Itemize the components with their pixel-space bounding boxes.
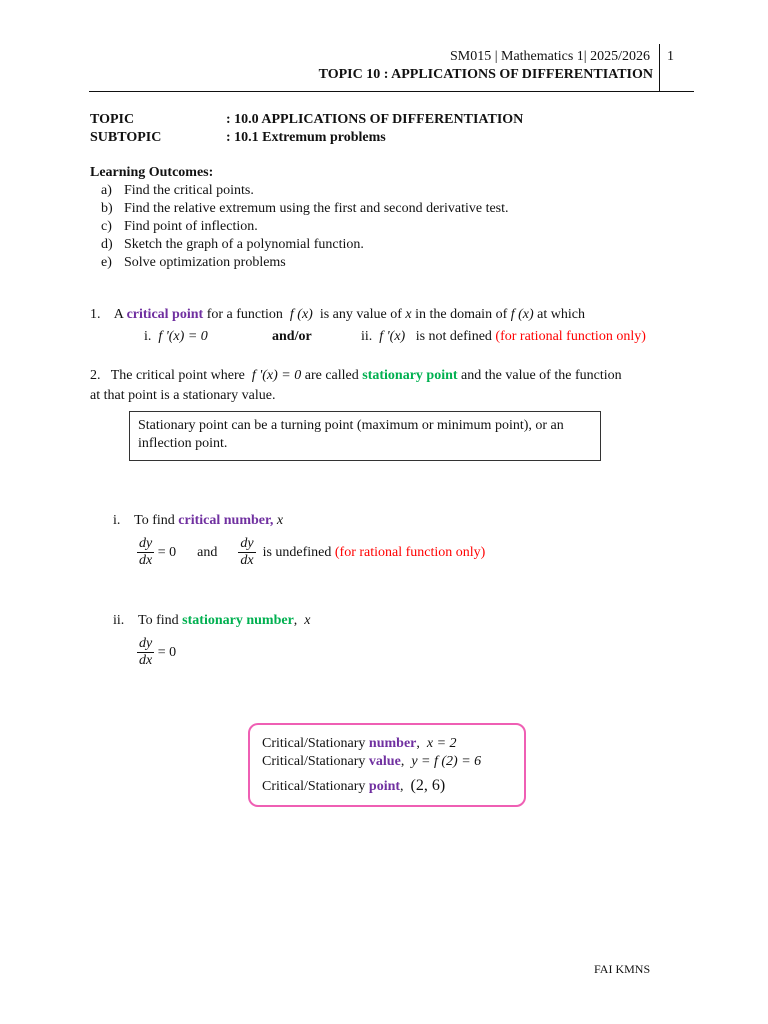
- topic-label: TOPIC: [90, 112, 135, 127]
- stationary-number-term: stationary number: [182, 613, 294, 628]
- dy-dx-fraction: $\frac{dy}{dx}$: [240, 536, 254, 569]
- subtopic-value: : 10.1 Extremum problems: [226, 130, 386, 145]
- subtopic-label: SUBTOPIC: [90, 130, 162, 145]
- course-code: SM015 | Mathematics 1| 2025/2026: [449, 49, 650, 64]
- outcome-item: a) Find the critical points.: [101, 183, 254, 198]
- point-2-definition: 2. The critical point where f '(x) = 0 are called stationary point and the value of the function: [90, 368, 622, 383]
- critical-condition: $\frac{dy}{dx}$ = 0 and $\frac{dy}{dx}$ is undefined (for rational function only): [139, 536, 486, 569]
- example-point-row: Critical/Stationary point, (2, 6): [262, 777, 446, 794]
- rational-note: (for rational function only): [334, 544, 486, 560]
- outcome-item: c) Find point of inflection.: [101, 219, 258, 234]
- topic-header: TOPIC 10 : APPLICATIONS OF DIFFERENTIATION: [318, 67, 653, 82]
- footer-author: FAI KMNS: [594, 962, 651, 976]
- page-number: 1: [667, 49, 674, 64]
- outcome-item: b) Find the relative extremum using the first and second derivative test.: [101, 201, 509, 216]
- dy-dx-fraction: $\frac{dy}{dx}$: [139, 536, 153, 569]
- topic-value: : 10.0 APPLICATIONS OF DIFFERENTIATION: [226, 112, 524, 127]
- header-divider-horizontal: [89, 91, 694, 92]
- point-2-continuation: at that point is a stationary value.: [90, 388, 276, 403]
- and-or-text: and/or: [272, 329, 312, 344]
- outcome-item: d) Sketch the graph of a polynomial function.: [101, 237, 364, 252]
- dy-dx-fraction: $\frac{dy}{dx}$: [139, 636, 153, 669]
- rational-note: (for rational function only): [495, 329, 646, 344]
- stationary-note-text: Stationary point can be a turning point (maximum or minimum point), or an inflection point.: [138, 418, 564, 452]
- example-value-row: Critical/Stationary value, y = f (2) = 6: [262, 754, 482, 769]
- point-1-condition-ii: ii. f '(x) is not defined (for rational function only): [361, 329, 646, 344]
- example-number-row: Critical/Stationary number, x = 2: [262, 736, 457, 751]
- point-1-condition-i: i. f '(x) = 0: [144, 329, 208, 344]
- stationary-condition: $\frac{dy}{dx}$ = 0: [139, 636, 177, 669]
- find-critical-heading: i. To find critical number, x: [113, 513, 284, 528]
- header-divider-vertical: [659, 44, 660, 92]
- learning-outcomes-heading: Learning Outcomes:: [90, 165, 214, 180]
- find-stationary-heading: ii. To find stationary number, x: [113, 613, 311, 628]
- stationary-point-term: stationary point: [362, 368, 458, 383]
- critical-number-term: critical number,: [178, 513, 274, 528]
- critical-point-term: critical point: [126, 307, 204, 322]
- point-1-definition: 1. A critical point for a function f (x) is any value of x in the domain of f (x) at which: [90, 307, 585, 322]
- outcome-item: e) Solve optimization problems: [101, 255, 286, 270]
